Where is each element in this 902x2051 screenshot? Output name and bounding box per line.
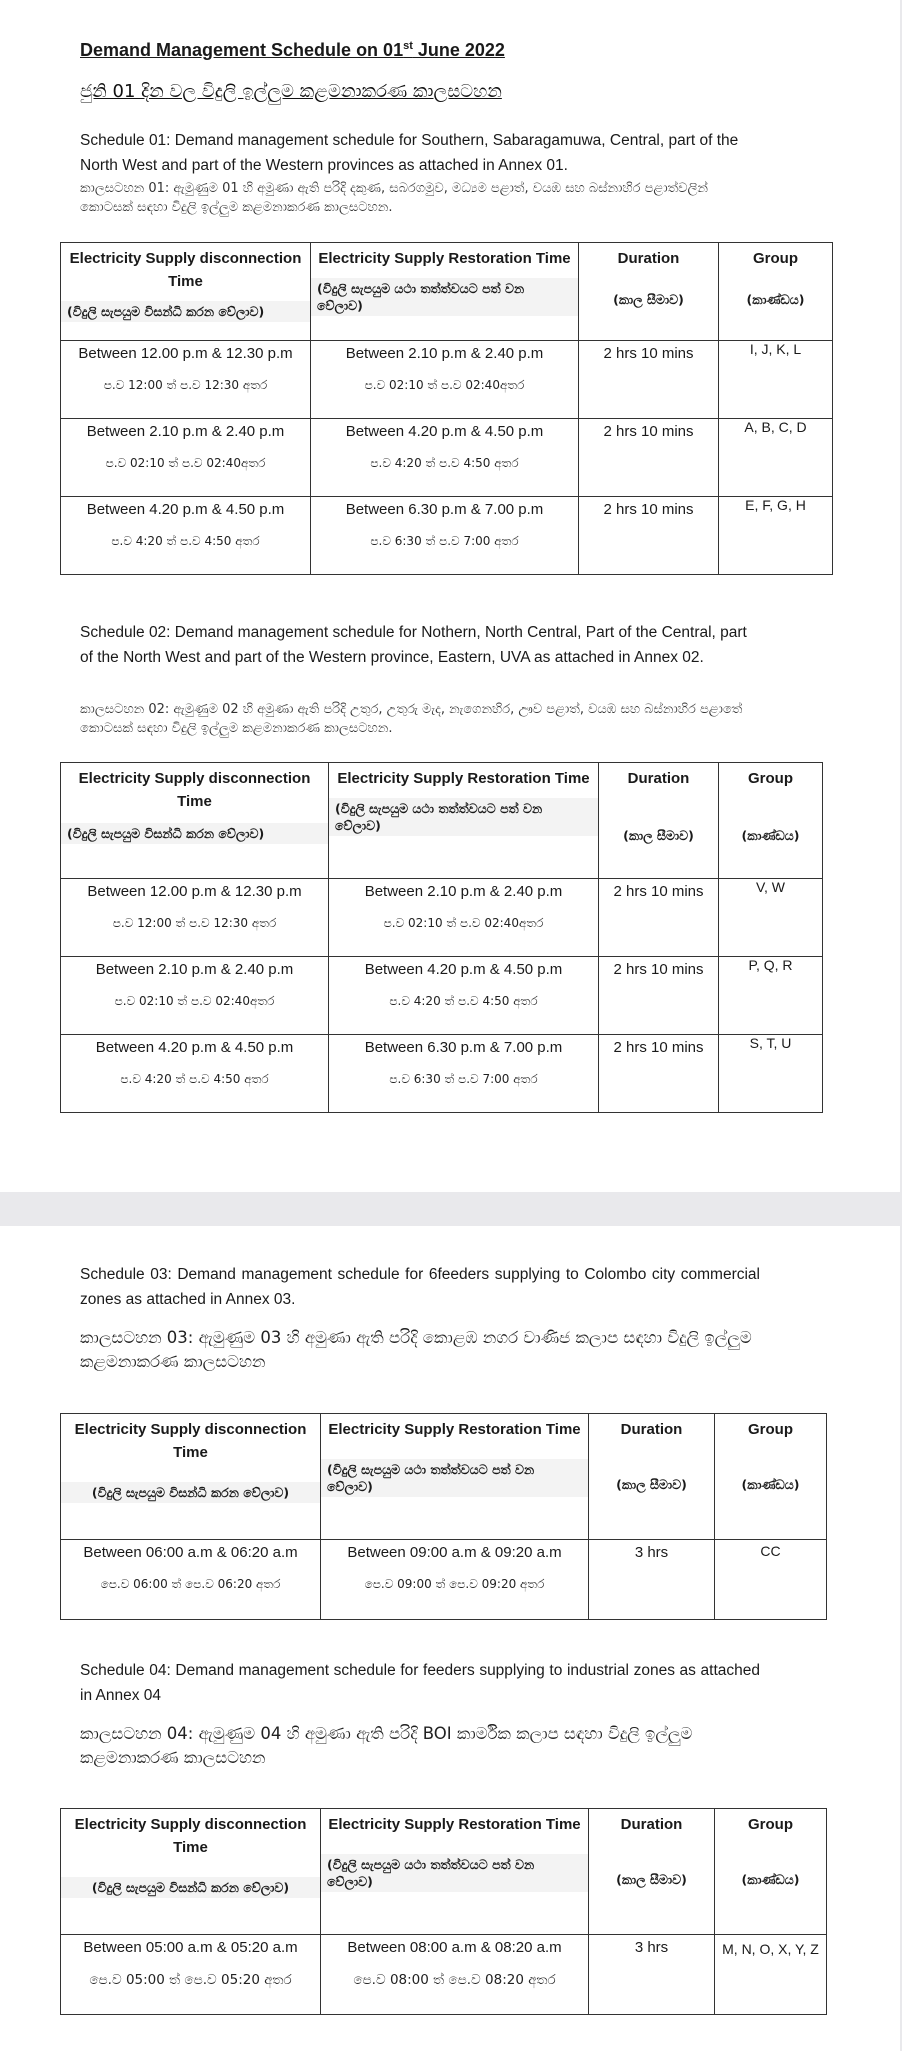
duration-cell: 2 hrs 10 mins xyxy=(599,879,719,957)
table-header-row xyxy=(61,1414,827,1540)
schedule3-text-sinhala: කාලසටහන 03: ඇමුණුම 03 හි අමුණා ඇති පරිදි කොළඹ නගර වාණිජ කලාප සඳහා විදුලි ඉල්ලුම කළමනාකරණ කාලසටහන xyxy=(80,1328,752,1371)
header-group: Group (කාණ්ඩය) xyxy=(719,763,823,879)
duration-cell: 2 hrs 10 mins xyxy=(579,419,719,497)
restoration-time: Between 2.10 p.m & 2.40 p.m ප.ව 02:10 ත් ප.ව 02:40අතර xyxy=(329,879,599,957)
disconnection-time: Between 12.00 p.m & 12.30 p.m ප.ව 12:00 ත් ප.ව 12:30 අතර xyxy=(61,879,329,957)
schedule3-table xyxy=(60,1413,827,1620)
group-cell: P, Q, R xyxy=(719,957,823,1035)
duration-cell: 3 hrs xyxy=(589,1935,715,2015)
document-title: Demand Management Schedule on 01st June 2022 xyxy=(80,40,505,60)
header-restoration: Electricity Supply Restoration Time (විදුලි සැපයුම යථා තත්ත්වයට පත් වන වේලාව) xyxy=(329,763,599,879)
document-page-2 xyxy=(0,1226,900,2051)
duration-cell: 2 hrs 10 mins xyxy=(579,497,719,575)
schedule4-table xyxy=(60,1808,827,2015)
header-group: Group (කාණ්ඩය) xyxy=(715,1414,827,1540)
disconnection-time: Between 4.20 p.m & 4.50 p.m ප.ව 4:20 ත් ප.ව 4:50 අතර xyxy=(61,1035,329,1113)
disconnection-time: Between 12.00 p.m & 12.30 p.m ප.ව 12:00 ත් ප.ව 12:30 අතර xyxy=(61,341,311,419)
header-disconnection: Electricity Supply disconnection Time (විදුලි සැපයුම විසන්ධි කරන වේලාව) xyxy=(61,1414,321,1540)
table-header-row xyxy=(61,763,823,879)
restoration-time: Between 4.20 p.m & 4.50 p.m ප.ව 4:20 ත් ප.ව 4:50 අතර xyxy=(311,419,579,497)
restoration-time: Between 6.30 p.m & 7.00 p.m ප.ව 6:30 ත් ප.ව 7:00 අතර xyxy=(311,497,579,575)
schedule4-text: Schedule 04: Demand management schedule for feeders supplying to industrial zones as attached in Annex 04 xyxy=(80,1662,760,1704)
header-group: Group (කාණ්ඩය) xyxy=(719,243,833,341)
schedule1-text: Schedule 01: Demand management schedule for Southern, Sabaragamuwa, Central, part of the North West and part of the Western provinces as attached in Annex 01. xyxy=(80,132,739,174)
table-row xyxy=(61,1035,823,1113)
restoration-time: Between 08:00 a.m & 08:20 a.m පෙ.ව 08:00 ත් පෙ.ව 08:20 අතර xyxy=(321,1935,589,2015)
header-restoration: Electricity Supply Restoration Time (විදුලි සැපයුම යථා තත්ත්වයට පත් වන වේලාව) xyxy=(321,1414,589,1540)
table-row xyxy=(61,957,823,1035)
group-cell: E, F, G, H xyxy=(719,497,833,575)
disconnection-time: Between 06:00 a.m & 06:20 a.m පෙ.ව 06:00 ත් පෙ.ව 06:20 අතර xyxy=(61,1540,321,1620)
header-group: Group (කාණ්ඩය) xyxy=(715,1809,827,1935)
table-row xyxy=(61,1935,827,2015)
table-header-row xyxy=(61,1809,827,1935)
restoration-time: Between 6.30 p.m & 7.00 p.m ප.ව 6:30 ත් ප.ව 7:00 අතර xyxy=(329,1035,599,1113)
header-restoration: Electricity Supply Restoration Time (විදුලි සැපයුම යථා තත්ත්වයට පත් වන වේලාව) xyxy=(311,243,579,341)
group-cell: A, B, C, D xyxy=(719,419,833,497)
header-duration: Duration (කාල සීමාව) xyxy=(589,1809,715,1935)
schedule1-table xyxy=(60,242,833,575)
schedule3-text: Schedule 03: Demand management schedule for 6feeders supplying to Colombo city commercial zones as attached in Annex 03. xyxy=(80,1266,760,1308)
group-cell: S, T, U xyxy=(719,1035,823,1113)
restoration-time: Between 4.20 p.m & 4.50 p.m ප.ව 4:20 ත් ප.ව 4:50 අතර xyxy=(329,957,599,1035)
disconnection-time: Between 4.20 p.m & 4.50 p.m ප.ව 4:20 ත් ප.ව 4:50 අතර xyxy=(61,497,311,575)
header-duration: Duration (කාල සීමාව) xyxy=(589,1414,715,1540)
table-row xyxy=(61,497,833,575)
header-restoration: Electricity Supply Restoration Time (විදුලි සැපයුම යථා තත්ත්වයට පත් වන වේලාව) xyxy=(321,1809,589,1935)
schedule1-text-sinhala: කාලසටහන 01: ඇමුණුම 01 හි අමුණා ඇති පරිදි දකුණ, සබරගමුව, මධ්‍යම පළාත්, වයඹ සහ බස්නාහිර පළාත්වලින් කොටසක් සඳහා විදුලි ඉල්ලුම කළමනාකරණ කාලසටහන. xyxy=(80,181,708,215)
header-disconnection: Electricity Supply disconnection Time (විදුලි සැපයුම විසන්ධි කරන වේලාව) xyxy=(61,763,329,879)
schedule2-text: Schedule 02: Demand management schedule for Nothern, North Central, Part of the Central, part of the North West and part of the Western province, Eastern, UVA as attached in Annex 02. xyxy=(80,624,747,666)
group-cell: M, N, O, X, Y, Z xyxy=(715,1935,827,2015)
group-cell: CC xyxy=(715,1540,827,1620)
disconnection-time: Between 2.10 p.m & 2.40 p.m ප.ව 02:10 ත් ප.ව 02:40අතර xyxy=(61,419,311,497)
disconnection-time: Between 2.10 p.m & 2.40 p.m ප.ව 02:10 ත් ප.ව 02:40අතර xyxy=(61,957,329,1035)
duration-cell: 3 hrs xyxy=(589,1540,715,1620)
header-duration: Duration (කාල සීමාව) xyxy=(599,763,719,879)
header-disconnection: Electricity Supply disconnection Time (විදුලි සැපයුම විසන්ධි කරන වේලාව) xyxy=(61,243,311,341)
restoration-time: Between 09:00 a.m & 09:20 a.m පෙ.ව 09:00 ත් පෙ.ව 09:20 අතර xyxy=(321,1540,589,1620)
group-cell: I, J, K, L xyxy=(719,341,833,419)
schedule2-table xyxy=(60,762,823,1113)
table-row xyxy=(61,419,833,497)
schedule4-text-sinhala: කාලසටහන 04: ඇමුණුම 04 හි අමුණා ඇති පරිදි BOI කාර්මික කලාප සඳහා විදුලි ඉල්ලුම කළමනාකරණ කාලසටහන xyxy=(80,1724,693,1767)
duration-cell: 2 hrs 10 mins xyxy=(599,957,719,1035)
document-title-sinhala: ජුනි 01 දින වල විදුලි ඉල්ලුම කළමනාකරණ කාලසටහන xyxy=(80,81,502,102)
table-row xyxy=(61,341,833,419)
disconnection-time: Between 05:00 a.m & 05:20 a.m පෙ.ව 05:00 ත් පෙ.ව 05:20 අතර xyxy=(61,1935,321,2015)
table-row xyxy=(61,879,823,957)
restoration-time: Between 2.10 p.m & 2.40 p.m ප.ව 02:10 ත් ප.ව 02:40අතර xyxy=(311,341,579,419)
table-header-row xyxy=(61,243,833,341)
group-cell: V, W xyxy=(719,879,823,957)
duration-cell: 2 hrs 10 mins xyxy=(579,341,719,419)
duration-cell: 2 hrs 10 mins xyxy=(599,1035,719,1113)
schedule2-text-sinhala: කාලසටහන 02: ඇමුණුම 02 හි අමුණා ඇති පරිදි උතුර, උතුරු මැද, නැගෙනහිර, ඌව පළාත්, වයඹ සහ බස්නාහිර පළාතේ කොටසක් සඳහා විදුලි ඉල්ලුම කළමනාකරණ කාලසටහන. xyxy=(80,702,743,736)
header-duration: Duration (කාල සීමාව) xyxy=(579,243,719,341)
header-disconnection: Electricity Supply disconnection Time (විදුලි සැපයුම විසන්ධි කරන වේලාව) xyxy=(61,1809,321,1935)
table-row xyxy=(61,1540,827,1620)
